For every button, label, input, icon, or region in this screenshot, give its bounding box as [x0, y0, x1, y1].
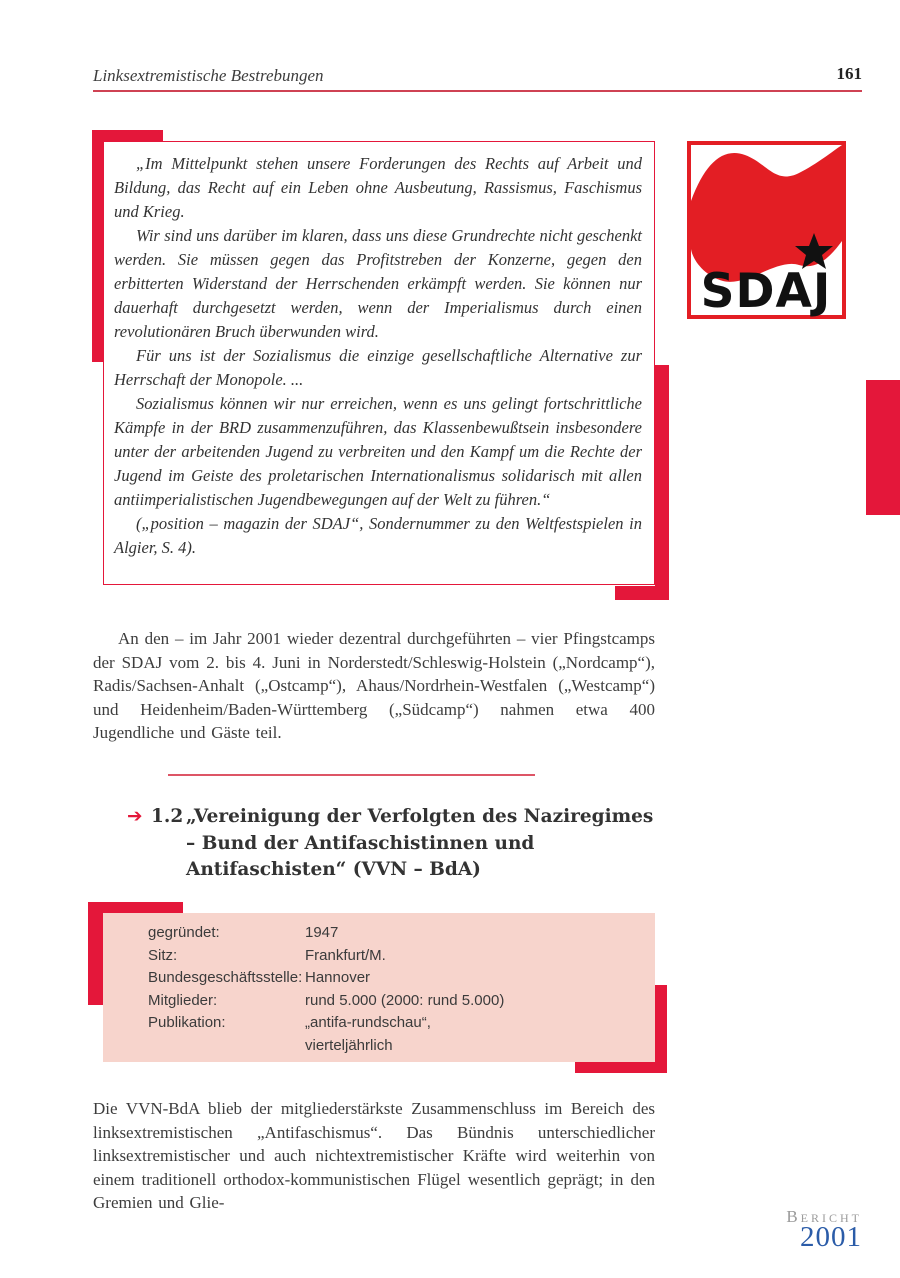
quote-accent-right-bar — [655, 365, 669, 600]
report-year-logo — [786, 1208, 862, 1252]
info-row — [148, 990, 655, 1013]
quote-paragraph: „Im Mittelpunkt stehen unsere Forderungen des Rechts auf Arbeit und Bildung, das Recht auf ein Leben ohne Ausbeutung, Rassismus, Faschismus und Krieg. — [114, 154, 642, 221]
sdaj-logo-graphic — [687, 141, 846, 319]
margin-tab — [866, 380, 900, 515]
section-number: 1.2 — [151, 806, 184, 827]
arrow-icon: ➔ — [127, 806, 143, 827]
info-value: rund 5.000 (2000: rund 5.000) — [305, 991, 505, 1009]
quote-paragraph: Sozialismus können wir nur erreichen, wenn es uns gelingt fortschrittliche Kämpfe in der BRD zusammenzuführen, das Klassenbewußtsein insbesondere unter der arbeitenden Jugend zu verbreiten und den Kampf um die Rechte der Jugend im Geiste des proletarischen Internationalismus solidarisch mit allen antiimperialistischen Jugendbewegungen auf der Welt zu führen.“ — [114, 394, 642, 509]
organisation-info-box — [103, 913, 655, 1062]
info-label: gegründet: — [148, 924, 220, 941]
info-row — [148, 945, 655, 968]
info-label: Sitz: — [148, 946, 178, 964]
quote-source: („position – magazin der SDAJ“, Sondernummer zu den Weltfestspielen in Algier, S. 4). — [114, 514, 642, 557]
section-divider — [168, 774, 535, 776]
info-row — [148, 967, 655, 990]
quote-paragraph: Wir sind uns darüber im klaren, dass uns diese Grundrechte nicht geschenkt werden. Sie müssen gegen das Profitstreben der Konzerne, gegen den erbitterten Widerstand der Herrschenden erkämpft werden. Sie können nur dauerhaft durchgesetzt werden, wenn der Imperialismus durch einen revolutionären Bruch überwunden wird. — [114, 226, 642, 341]
infobox-accent-left-bar — [88, 902, 104, 1005]
infobox-accent-right-bar — [655, 985, 667, 1073]
info-value: Hannover — [305, 969, 371, 986]
quote-paragraph: Für uns ist der Sozialismus die einzige gesellschaftliche Alternative zur Herrschaft der Monopole. ... — [114, 346, 642, 389]
info-row — [148, 922, 655, 945]
page-number: 161 — [836, 64, 862, 83]
info-value: Frankfurt/M. — [305, 946, 386, 964]
quote-box — [103, 141, 655, 585]
header-rule — [93, 90, 862, 92]
info-label: Bundesgeschäftsstelle: — [148, 969, 303, 986]
paragraph-vvn-bda: Die VVN-BdA blieb der mitgliederstärkste Zusammenschluss im Bereich des linksextremistischen „Antifaschismus“. Das Bündnis unterschiedlicher linksextremistischer und auch nichtextremistischer Kräfte wird weiterhin von einem traditionell orthodox-kommunistischen Flügel wesentlich geprägt; in den Gremien und Glie- — [93, 1099, 655, 1212]
info-value: vierteljährlich — [305, 1036, 393, 1054]
info-row — [148, 1035, 655, 1058]
paragraph-pfingstcamps: An den – im Jahr 2001 wieder dezentral durchgeführten – vier Pfingstcamps der SDAJ vom 2. bis 4. Juni in Norderstedt/Schleswig-Holstein („Nordcamp“), Radis/Sachsen-Anhalt („Ostcamp“), Ahaus/Nordrhein-Westfalen („Westcamp“) und Heidenheim/Baden-Württemberg („Südcamp“) nahmen etwa 400 Jugendliche und Gäste teil. — [93, 629, 655, 742]
sdaj-logo — [687, 141, 846, 319]
info-label — [148, 1035, 305, 1058]
quote-accent-bottom-bar — [615, 586, 669, 600]
report-logo-word: Bericht — [786, 1207, 862, 1226]
info-label: Mitglieder: — [148, 991, 218, 1009]
info-value: „antifa-rundschau“, — [305, 1014, 431, 1031]
section-title: „Vereinigung der Verfolgten des Naziregimes – Bund der Antifaschistinnen und Antifaschisten“ (VVN – BdA) — [186, 806, 654, 880]
sdaj-logo-text: SDAJ — [700, 264, 832, 319]
info-row — [148, 1012, 655, 1035]
report-logo-year: 2001 — [800, 1221, 862, 1253]
running-header-title: Linksextremistische Bestrebungen — [93, 66, 324, 85]
infobox-accent-bottom-bar — [575, 1062, 667, 1073]
info-value: 1947 — [305, 924, 339, 941]
info-label: Publikation: — [148, 1014, 226, 1031]
